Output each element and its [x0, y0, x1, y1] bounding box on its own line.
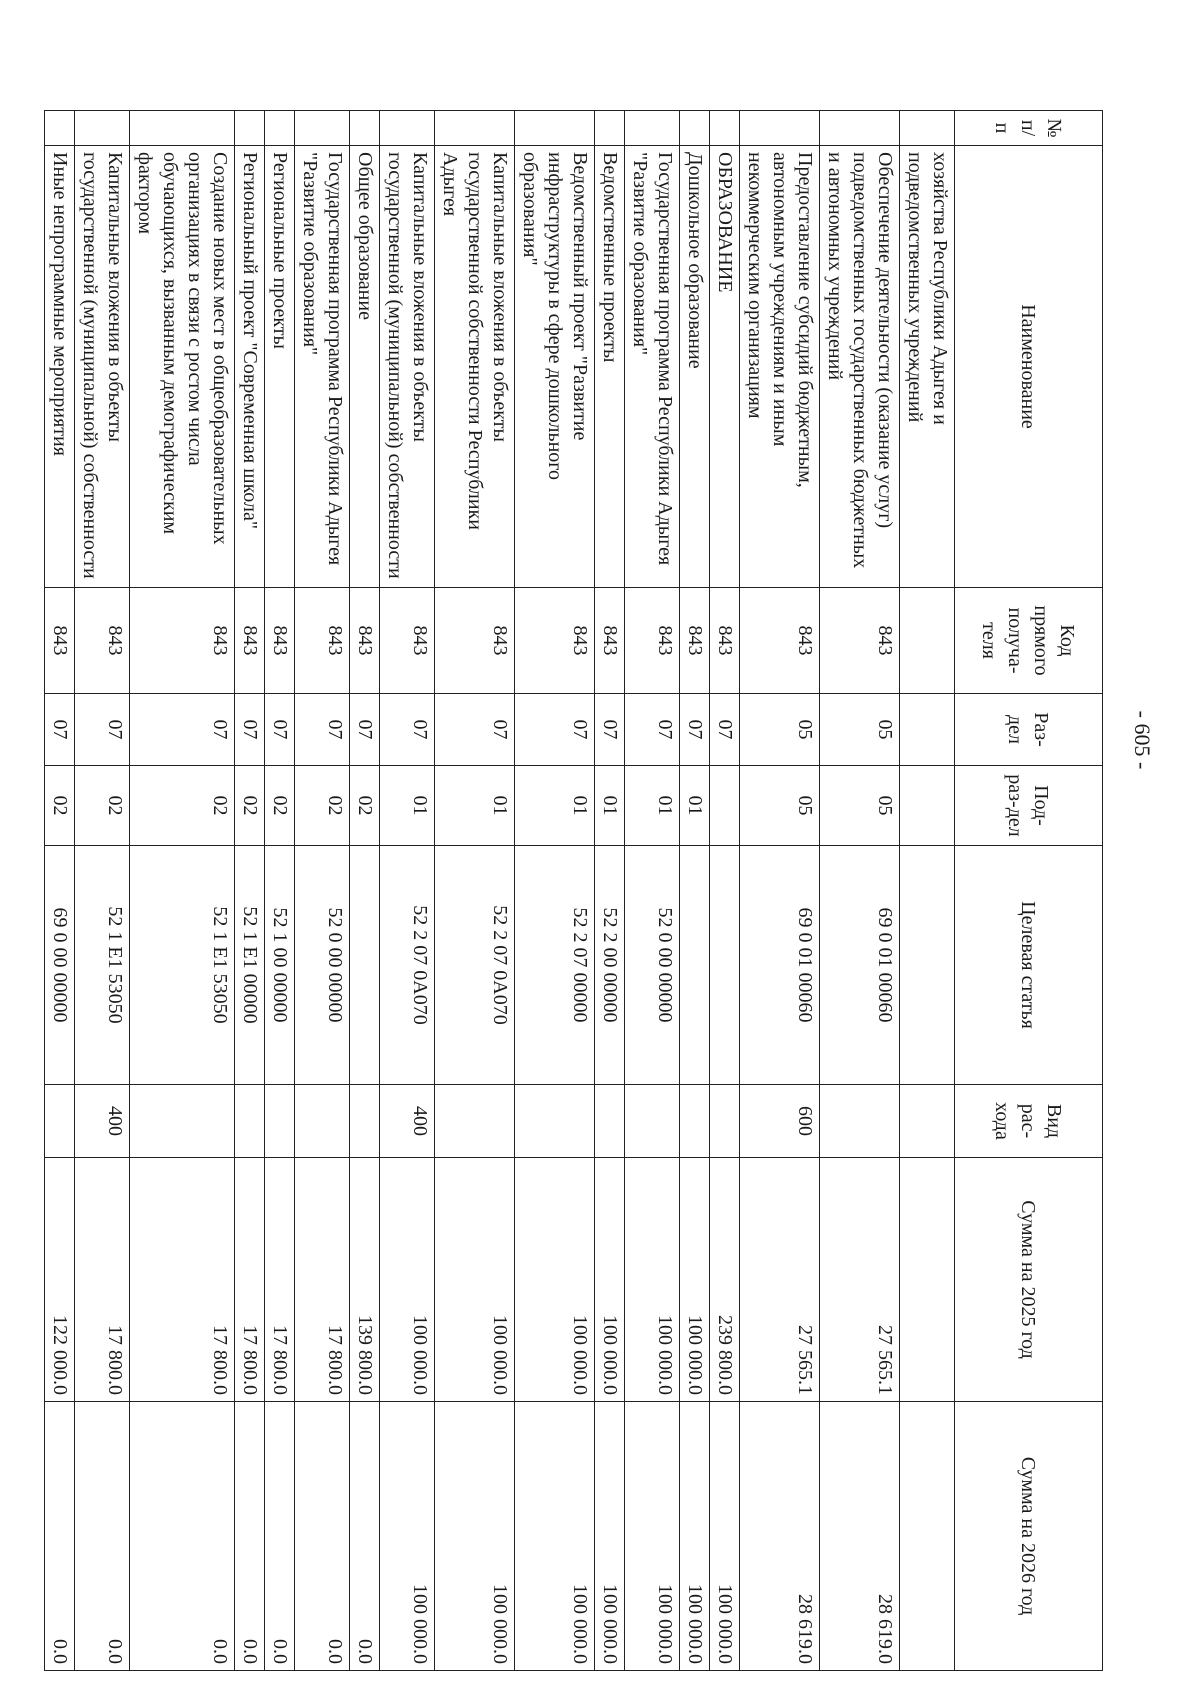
cell-num: [625, 111, 680, 146]
cell-razdel: 07: [595, 694, 625, 766]
cell-name: Общее образование: [350, 146, 380, 588]
cell-razdel: 07: [625, 694, 680, 766]
cell-s2026: 100 000.0: [680, 1402, 710, 1671]
cell-s2025: 17 800.0: [235, 1158, 265, 1402]
cell-razdel: 07: [515, 694, 595, 766]
cell-s2026: 0.0: [75, 1402, 130, 1671]
cell-name: Государственная программа Республики Адыгея "Развитие образования": [295, 146, 350, 588]
cell-razdel: 07: [295, 694, 350, 766]
cell-s2025: 100 000.0: [625, 1158, 680, 1402]
cell-podrazdel: 01: [380, 766, 435, 846]
cell-vid: [710, 1085, 740, 1158]
cell-s2025: 17 800.0: [130, 1158, 235, 1402]
cell-name: Создание новых мест в общеобразовательных организациях в связи с ростом числа обучающихся, вызванным демографическим фактором: [130, 146, 235, 588]
cell-podrazdel: 02: [295, 766, 350, 846]
cell-podrazdel: 01: [515, 766, 595, 846]
cell-name: хозяйства Республики Адыгея и подведомственных учреждений: [900, 146, 955, 588]
cell-s2026: 0.0: [265, 1402, 295, 1671]
cell-vid: [625, 1085, 680, 1158]
cell-s2025: 27 565.1: [740, 1158, 820, 1402]
cell-s2025: 100 000.0: [680, 1158, 710, 1402]
cell-target: 52 1 Е1 53050: [75, 846, 130, 1085]
cell-name: Государственная программа Республики Адыгея "Развитие образования": [625, 146, 680, 588]
cell-s2025: 17 800.0: [75, 1158, 130, 1402]
cell-vid: [680, 1085, 710, 1158]
cell-num: [350, 111, 380, 146]
table-row: [295, 111, 350, 1671]
header-name: Наименование: [955, 146, 1103, 588]
cell-code: 843: [265, 588, 295, 694]
cell-s2025: 100 000.0: [380, 1158, 435, 1402]
table-row: [625, 111, 680, 1671]
cell-s2026: [900, 1402, 955, 1671]
cell-num: [595, 111, 625, 146]
cell-razdel: 07: [380, 694, 435, 766]
cell-name: Ведомственный проект "Развитие инфраструктуры в сфере дошкольного образования": [515, 146, 595, 588]
cell-name: Региональные проекты: [265, 146, 295, 588]
cell-s2026: 0.0: [130, 1402, 235, 1671]
cell-num: [130, 111, 235, 146]
cell-target: 52 2 07 00000: [515, 846, 595, 1085]
cell-code: [900, 588, 955, 694]
cell-podrazdel: 02: [265, 766, 295, 846]
header-row: [955, 111, 1103, 1671]
cell-num: [710, 111, 740, 146]
cell-target: [350, 846, 380, 1085]
cell-num: [515, 111, 595, 146]
cell-name: Капитальные вложения в объекты государственной (муниципальной) собственности: [75, 146, 130, 588]
cell-num: [680, 111, 710, 146]
cell-vid: 600: [740, 1085, 820, 1158]
cell-razdel: [900, 694, 955, 766]
header-sum-2026: Сумма на 2026 год: [955, 1402, 1103, 1671]
table-row: [595, 111, 625, 1671]
cell-s2026: 100 000.0: [380, 1402, 435, 1671]
cell-razdel: 07: [265, 694, 295, 766]
cell-razdel: 07: [235, 694, 265, 766]
cell-name: Региональный проект "Современная школа": [235, 146, 265, 588]
cell-code: 843: [740, 588, 820, 694]
cell-podrazdel: 01: [595, 766, 625, 846]
table-row: [45, 111, 75, 1671]
cell-podrazdel: 05: [820, 766, 900, 846]
cell-razdel: 05: [820, 694, 900, 766]
cell-s2025: 122 000.0: [45, 1158, 75, 1402]
cell-s2025: 100 000.0: [595, 1158, 625, 1402]
table-row: [265, 111, 295, 1671]
cell-vid: 400: [380, 1085, 435, 1158]
cell-code: 843: [295, 588, 350, 694]
cell-num: [235, 111, 265, 146]
cell-s2026: 100 000.0: [625, 1402, 680, 1671]
cell-target: 69 0 01 00060: [820, 846, 900, 1085]
cell-code: 843: [515, 588, 595, 694]
cell-vid: [350, 1085, 380, 1158]
cell-podrazdel: 02: [45, 766, 75, 846]
cell-name: Иные непрограммные мероприятия: [45, 146, 75, 588]
cell-target: 52 0 00 00000: [295, 846, 350, 1085]
cell-code: 843: [680, 588, 710, 694]
cell-s2026: 0.0: [295, 1402, 350, 1671]
cell-code: 843: [235, 588, 265, 694]
cell-razdel: 05: [740, 694, 820, 766]
cell-target: 52 2 07 0А070: [435, 846, 515, 1085]
cell-num: [265, 111, 295, 146]
table-row: [380, 111, 435, 1671]
cell-s2025: 139 800.0: [350, 1158, 380, 1402]
budget-table: [44, 110, 1103, 1671]
page-number: - 605 -: [1130, 710, 1155, 770]
table-row: [75, 111, 130, 1671]
cell-podrazdel: [710, 766, 740, 846]
header-section: Раз-дел: [955, 694, 1103, 766]
cell-s2026: 0.0: [235, 1402, 265, 1671]
cell-razdel: 07: [45, 694, 75, 766]
cell-target: 52 1 Е1 00000: [235, 846, 265, 1085]
table-row: [435, 111, 515, 1671]
cell-target: [680, 846, 710, 1085]
cell-podrazdel: 02: [235, 766, 265, 846]
cell-podrazdel: [900, 766, 955, 846]
cell-code: 843: [130, 588, 235, 694]
cell-name: Капитальные вложения в объекты государственной собственности Республики Адыгея: [435, 146, 515, 588]
cell-s2026: 100 000.0: [710, 1402, 740, 1671]
cell-vid: 400: [75, 1085, 130, 1158]
cell-razdel: 07: [130, 694, 235, 766]
table-row: [710, 111, 740, 1671]
cell-code: 843: [380, 588, 435, 694]
cell-target: 52 2 07 0А070: [380, 846, 435, 1085]
rotated-page: [49, 110, 1155, 1670]
cell-s2026: 0.0: [45, 1402, 75, 1671]
table-row: [130, 111, 235, 1671]
header-expense-type: Вид рас-хода: [955, 1085, 1103, 1158]
cell-target: 52 1 00 00000: [265, 846, 295, 1085]
cell-podrazdel: 01: [435, 766, 515, 846]
cell-s2026: 28 619.0: [740, 1402, 820, 1671]
cell-code: 843: [435, 588, 515, 694]
cell-code: 843: [820, 588, 900, 694]
cell-name: Предоставление субсидий бюджетным, автономным учреждениям и иным некоммерческим организациям: [740, 146, 820, 588]
cell-vid: [900, 1085, 955, 1158]
cell-name: Дошкольное образование: [680, 146, 710, 588]
cell-target: 52 2 00 00000: [595, 846, 625, 1085]
header-target-article: Целевая статья: [955, 846, 1103, 1085]
header-num: № п/п: [955, 111, 1103, 146]
cell-s2025: 100 000.0: [515, 1158, 595, 1402]
cell-vid: [45, 1085, 75, 1158]
cell-code: 843: [710, 588, 740, 694]
cell-s2026: 28 619.0: [820, 1402, 900, 1671]
cell-podrazdel: 02: [75, 766, 130, 846]
table-row: [900, 111, 955, 1671]
cell-vid: [820, 1085, 900, 1158]
cell-code: 843: [350, 588, 380, 694]
cell-vid: [295, 1085, 350, 1158]
cell-s2025: 239 800.0: [710, 1158, 740, 1402]
cell-razdel: 07: [75, 694, 130, 766]
cell-num: [435, 111, 515, 146]
cell-vid: [595, 1085, 625, 1158]
table-row: [680, 111, 710, 1671]
table-row: [740, 111, 820, 1671]
cell-target: [710, 846, 740, 1085]
cell-podrazdel: 05: [740, 766, 820, 846]
cell-vid: [130, 1085, 235, 1158]
cell-s2026: 100 000.0: [515, 1402, 595, 1671]
cell-podrazdel: 02: [130, 766, 235, 846]
cell-target: 69 0 01 00060: [740, 846, 820, 1085]
table-row: [350, 111, 380, 1671]
header-recipient-code: Код прямого получа-теля: [955, 588, 1103, 694]
cell-num: [900, 111, 955, 146]
cell-s2025: 27 565.1: [820, 1158, 900, 1402]
cell-s2025: 100 000.0: [435, 1158, 515, 1402]
cell-s2026: 100 000.0: [595, 1402, 625, 1671]
header-sum-2025: Сумма на 2025 год: [955, 1158, 1103, 1402]
cell-s2026: 0.0: [350, 1402, 380, 1671]
table-row: [820, 111, 900, 1671]
cell-num: [45, 111, 75, 146]
cell-vid: [235, 1085, 265, 1158]
cell-s2025: 17 800.0: [295, 1158, 350, 1402]
cell-s2025: [900, 1158, 955, 1402]
table-body: [45, 111, 955, 1671]
cell-num: [380, 111, 435, 146]
table-row: [515, 111, 595, 1671]
cell-razdel: 07: [680, 694, 710, 766]
cell-name: Ведомственные проекты: [595, 146, 625, 588]
cell-podrazdel: 02: [350, 766, 380, 846]
header-subsection: Под-раз-дел: [955, 766, 1103, 846]
table-row: [235, 111, 265, 1671]
cell-s2026: 100 000.0: [435, 1402, 515, 1671]
cell-code: 843: [595, 588, 625, 694]
cell-code: 843: [75, 588, 130, 694]
cell-name: Обеспечение деятельности (оказание услуг) подведомственных государственных бюджетных и автономных учреждений: [820, 146, 900, 588]
cell-razdel: 07: [710, 694, 740, 766]
cell-s2025: 17 800.0: [265, 1158, 295, 1402]
cell-target: 52 1 Е1 53050: [130, 846, 235, 1085]
cell-razdel: 07: [435, 694, 515, 766]
cell-num: [820, 111, 900, 146]
cell-vid: [265, 1085, 295, 1158]
cell-podrazdel: 01: [680, 766, 710, 846]
cell-razdel: 07: [350, 694, 380, 766]
cell-vid: [435, 1085, 515, 1158]
cell-num: [295, 111, 350, 146]
cell-code: 843: [45, 588, 75, 694]
cell-code: 843: [625, 588, 680, 694]
cell-target: 69 0 00 00000: [45, 846, 75, 1085]
cell-name: Капитальные вложения в объекты государственной (муниципальной) собственности: [380, 146, 435, 588]
cell-name: ОБРАЗОВАНИЕ: [710, 146, 740, 588]
cell-podrazdel: 01: [625, 766, 680, 846]
cell-num: [740, 111, 820, 146]
cell-vid: [515, 1085, 595, 1158]
cell-num: [75, 111, 130, 146]
cell-target: [900, 846, 955, 1085]
cell-target: 52 0 00 00000: [625, 846, 680, 1085]
